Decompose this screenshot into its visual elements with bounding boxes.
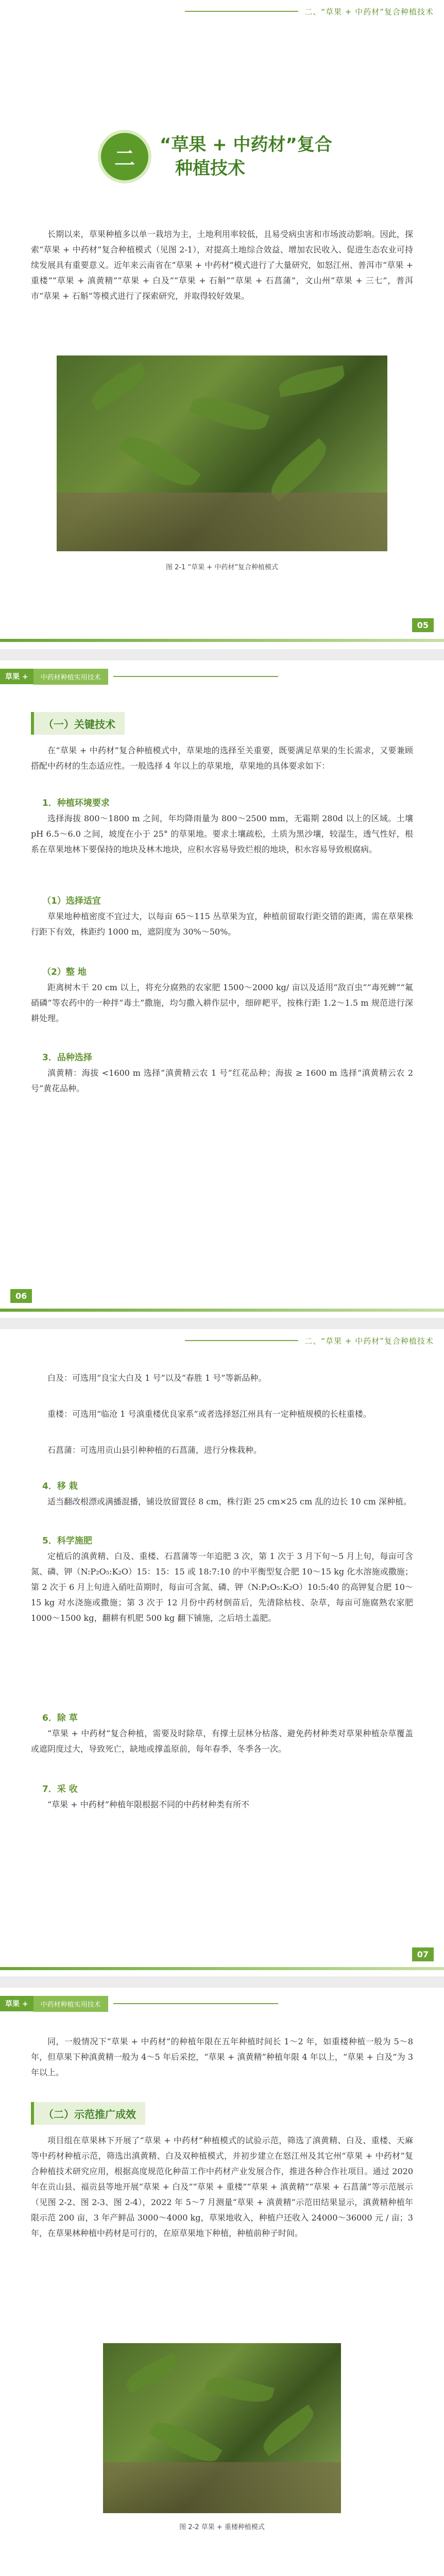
page-separator (0, 649, 444, 660)
figure-2-1-photo (57, 355, 387, 551)
head-rule (185, 11, 298, 12)
page-number: 05 (412, 618, 434, 632)
running-head-left (0, 669, 278, 684)
subheading-site-select: （1）选择适宜 (42, 896, 101, 906)
env-paragraph: 选择海拔 800～1800 m 之间，年均降雨量为 800～2500 mm，无霜期 280d 以上的区域。土壤 pH 6.5～6.0 之间，坡度在小于 25° 的草果地。要求土壤疏松，土质为黑沙壤，较湿生，透气性好，根系在草果地林下要保持的地块及林木地块，应积水容易导致烂根的地块，积水容易导致根腐病。 (31, 814, 413, 854)
subheading-harvest: 7．采 收 (42, 1784, 78, 1794)
chapter-title-line1: “草果 + 中药材”复合 (160, 134, 332, 155)
running-head-text: 二、“草果 + 中药材”复合种植技术 (304, 1336, 434, 1346)
shichangpu-paragraph: 石菖蒲：可选用贡山县引种种植的石菖蒲，进行分株栽种。 (47, 1445, 262, 1455)
site-prep-paragraph: 距离树木干 20 cm 以上，将充分腐熟的农家肥 1500～2000 kg/ 亩以及适用“敌百虫”“毒死蜱”“氟硝磷”等农药中的一种拌“毒土”撒施，均匀撒入耕作层中，细碎耙平，按株行距 1.2～1.5 m 规范进行深耕处理。 (31, 982, 413, 1023)
running-head (185, 1329, 444, 1352)
running-tag-1: 草果 + (0, 669, 33, 684)
section-title: （一）关键技术 (31, 712, 125, 735)
chapter-number-badge: 二 (98, 130, 151, 183)
baiji-paragraph: 白及：可选用“良宝大白及 1 号”以及“春胜 1 号”等新品种。 (47, 1373, 267, 1383)
running-head-text: 二、“草果 + 中药材”复合种植技术 (304, 7, 434, 16)
chapter-title-line2: 种植技术 (175, 158, 245, 179)
chapter-title (98, 129, 386, 185)
section-intro: 在“草果 + 中药材”复合种植模式中，草果地的选择至关重要，既要满足草果的生长需求，又要兼顾搭配中药材的生态适应性。一般选择 4 年以上的草果地，草果地的具体要求如下： (31, 745, 413, 771)
head-rule (113, 2003, 278, 2004)
subheading-fertilize: 5．科学施肥 (42, 1536, 92, 1546)
fertilize-paragraph: 定植后的滇黄精、白及、重楼、石菖蒲等一年追肥 3 次，第 1 次于 3 月下旬～5 月上旬，每亩可含氮、磷、钾（N:P₂O₅:K₂O）15：15：15 或 18:7:10 的中平衡型复合肥 10～15 kg 化水溶施或撒施；第 2 次于 6 月上旬进入硝吐苗期时，每亩可含氮、磷、钾（N:P₂O₅:K₂O）10:5:40 的高钾复合肥 10～15 kg 对水浇施或撒施；第 3 次于 12 月份中药材倒苗后，先清除枯枝、杂草，每亩可施腐熟农家肥 1000～1500 kg，翻耕有机肥 500 kg 翻下铺施，之后培土盖肥。 (31, 1551, 413, 1623)
running-tag-2: 中药材种植实用技术 (33, 1996, 108, 2012)
running-tag-1: 草果 + (0, 1996, 33, 2011)
running-head-left (0, 1996, 278, 2011)
running-head (185, 0, 444, 23)
figure-2-1-caption: 图 2-1 “草果 + 中药材”复合种植模式 (165, 564, 279, 571)
page-number: 06 (10, 1289, 32, 1303)
page-06 (0, 660, 444, 1318)
page-number: 07 (412, 1947, 434, 1961)
chonglou-paragraph: 重楼：可选用“临沧 1 号滇重楼优良家系”或者选择怒江州具有一定种植规模的长柱重楼。 (47, 1409, 371, 1419)
demo-paragraph: 项目组在草果林下开展了“草果 + 中药材”种植模式的试验示范，筛选了滇黄精、白及、重楼、天麻等中药材种植示范，筛选出滇黄精、白及双种植模式，并初步建立在怒江州及其它州“草果 + 中药材”复合种植技术研究应用，根据高度规范化种苗工作中药材产业发展合作，推进各种合作社项目。通过 2020 年在贡山县、福贡县等地开展“草果 + 白及”“草果 + 重楼”“草果 + 滇黄精”“草果 + 石菖蒲”等示范展示（见图 2-2、图 2-3、图 2-4），2022 年 5～7 月测量“草果 + 滇黄精”示范田结果显示，滇黄精种植年限示范 200 亩，3 年产鲜品 3000～4000 kg，草果地收入，种植户还收入 24000～36000 元 / 亩；3 年，在草果林种植中药材是可行的，在原草果地下种植，种植前种子时间。 (31, 2136, 413, 2238)
page-07 (0, 1329, 444, 1976)
subheading-weed: 6．除 草 (42, 1713, 78, 1723)
figure-2-2-caption: 图 2-2 草果 + 重楼种植模式 (179, 2523, 265, 2531)
page-08 (0, 1988, 444, 2576)
page-separator (0, 1976, 444, 1988)
variety-paragraph: 滇黄精：海拔 <1600 m 选择“滇黄精云农 1 号”红花品种；海拔 ≥ 1600 m 选择“滇黄精云农 2 号”黄花品种。 (31, 1068, 413, 1093)
page-05 (0, 0, 444, 649)
footer-band (0, 639, 444, 642)
figure-2-2-photo (103, 2343, 341, 2513)
head-rule (113, 676, 278, 677)
section-title: （二）示范推广成效 (31, 2102, 145, 2125)
subheading-variety: 3．品种选择 (42, 1053, 92, 1063)
chapter-title-text (160, 133, 332, 180)
transplant-paragraph: 适当翻改根漂或满播混播，铺设放留置径 8 cm，株行距 25 cm×25 cm 乱的边长 10 cm 深种植。 (47, 1497, 412, 1506)
subheading-site-prep: （2）整 地 (42, 967, 87, 977)
harvest-paragraph: “草果 + 中药材”种植年限根据不同的中药材种类有所不 (47, 1800, 249, 1809)
page-separator (0, 1318, 444, 1329)
subheading-transplant: 4．移 栽 (42, 1481, 78, 1492)
head-rule (185, 1340, 298, 1341)
weed-paragraph: “草果 + 中药材”复合种植，需要及时除草，有撑土层林分枯落、避免药材种类对草果种植杂草覆盖或遮阴度过大，导致死亡，缺地或撑盖原前，每年春季、冬季各一次。 (31, 1728, 413, 1754)
footer-band (0, 1309, 444, 1312)
intro-paragraph: 长期以来，草果种植多以单一栽培为主，土地利用率较低，且易受病虫害和市场波动影响。因此，探索“草果 + 中药材”复合种植模式（见图 2-1），对提高土地综合效益、增加农民收入、促进生态农业可持续发展具有重要意义。近年来云南省在“草果 + 中药材”模式进行了大量研究，如怒江州、普洱市“草果 + 重楼”“草果 + 滇黄精”“草果 + 白及”“草果 + 石斛”“草果 + 石菖蒲”，文山州“草果 + 三七”，普洱市“草果 + 石斛”等模式进行了探索研究，并取得较好效果。 (31, 229, 413, 301)
site-select-paragraph: 草果地种植密度不宜过大，以每亩 65～115 丛草果为宜，种植前留取行距交错的距离，需在草果株行距下有效，株距约 1000 m，遮阴度为 30%～50%。 (31, 911, 413, 937)
footer-band (0, 1967, 444, 1970)
subheading-env: 1．种植环境要求 (42, 798, 110, 808)
continued-paragraph: 同，一般情况下“草果 + 中药材”的种植年限在五年种植时间长 1～2 年，如重楼种植一般为 5～8 年，但草果下种滇黄精一般为 4～5 年后采挖，“草果 + 滇黄精”种植年限 4 年以上，“草果 + 白及”为 3 年以上。 (31, 2037, 413, 2077)
running-tag-2: 中药材种植实用技术 (33, 669, 108, 685)
